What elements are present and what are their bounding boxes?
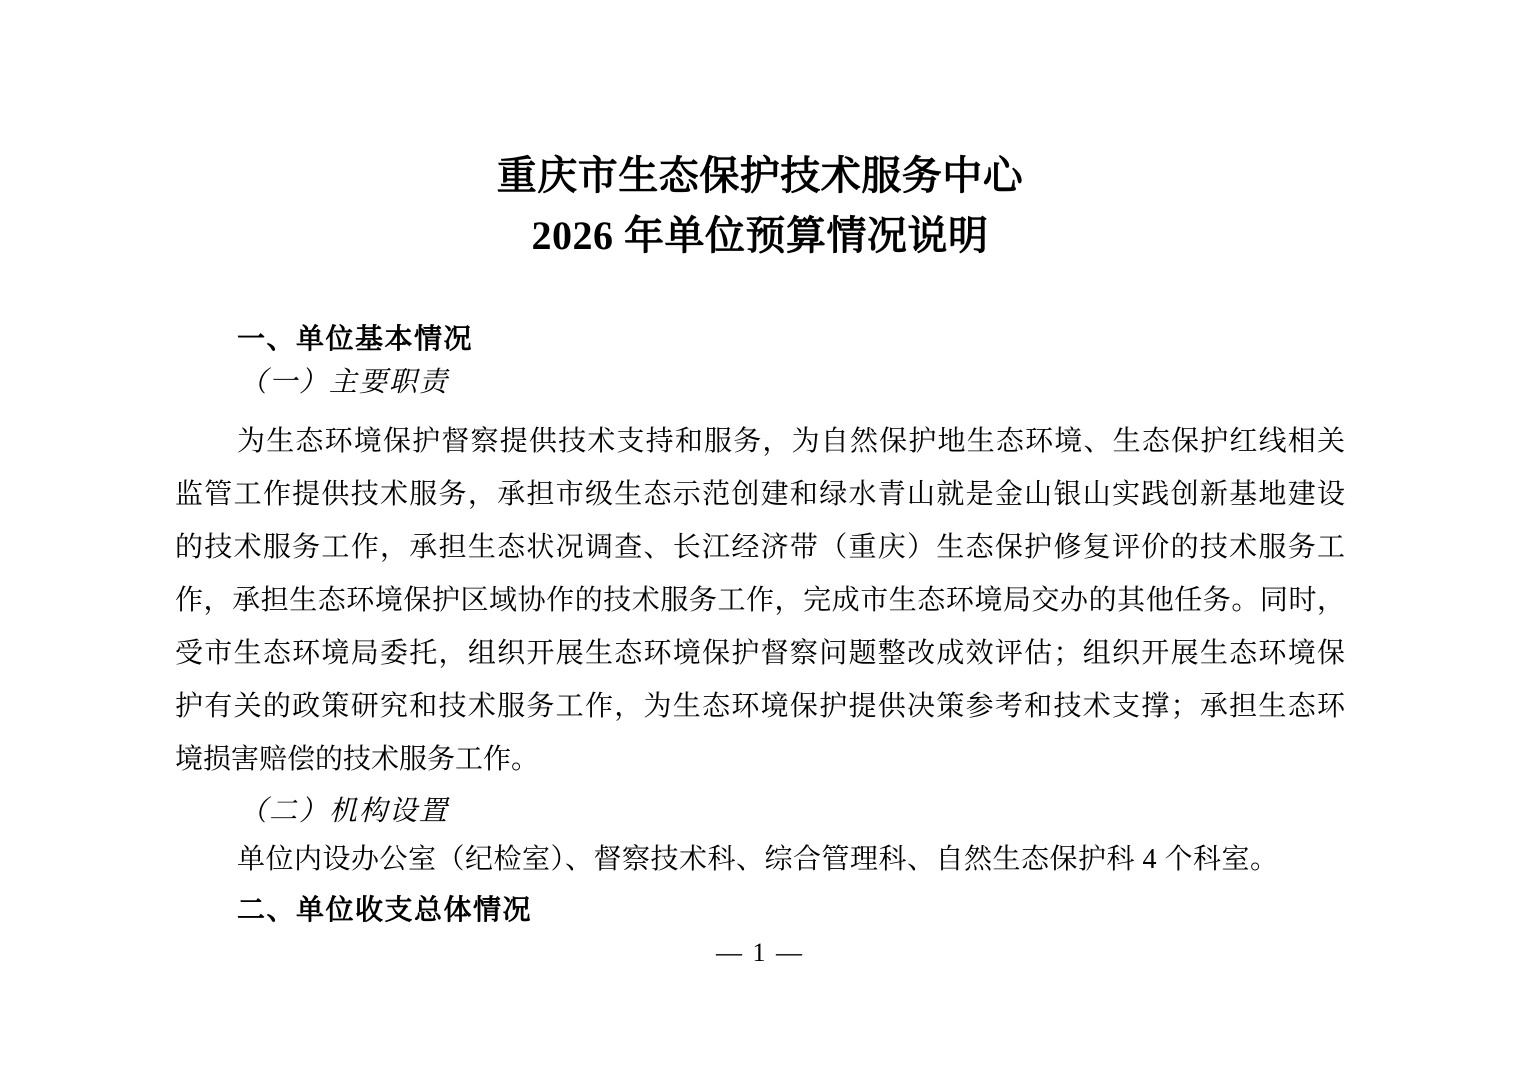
paragraph-line: 境损害赔偿的技术服务工作。 [175, 744, 540, 775]
paragraph-line: 为生态环境保护督察提供技术支持和服务，为自然保护地生态环境、生态保护红线相关 [237, 426, 1345, 457]
paragraph-line: 受市生态环境局委托，组织开展生态环境保护督察问题整改成效评估；组织开展生态环境保 [175, 638, 1345, 669]
paragraph-line: 护有关的政策研究和技术服务工作，为生态环境保护提供决策参考和技术支撑；承担生态环 [175, 691, 1345, 722]
subsection-heading-2: （二）机构设置 [239, 796, 450, 827]
footer-page-number: — 1 — [716, 938, 804, 967]
organization-setup-line: 单位内设办公室（纪检室）、督察技术科、综合管理科、自然生态保护科 4 个科室。 [237, 844, 1279, 875]
subsection-heading-1: （一）主要职责 [239, 367, 450, 398]
main-duties-paragraph [175, 415, 1345, 786]
section-heading-2: 二、单位收支总体情况 [237, 894, 533, 925]
paragraph-line: 的技术服务工作，承担生态状况调查、长江经济带（重庆）生态保护修复评价的技术服务工 [175, 532, 1345, 563]
paragraph-line: 监管工作提供技术服务，承担市级生态示范创建和绿水青山就是金山银山实践创新基地建设 [175, 479, 1345, 510]
section-heading-1: 一、单位基本情况 [237, 323, 474, 354]
document-title-line2: 2026 年单位预算情况说明 [531, 213, 989, 258]
paragraph-line: 作，承担生态环境保护区域协作的技术服务工作，完成市生态环境局交办的其他任务。同时， [175, 585, 1345, 616]
document-title-line1: 重庆市生态保护技术服务中心 [496, 153, 1024, 198]
